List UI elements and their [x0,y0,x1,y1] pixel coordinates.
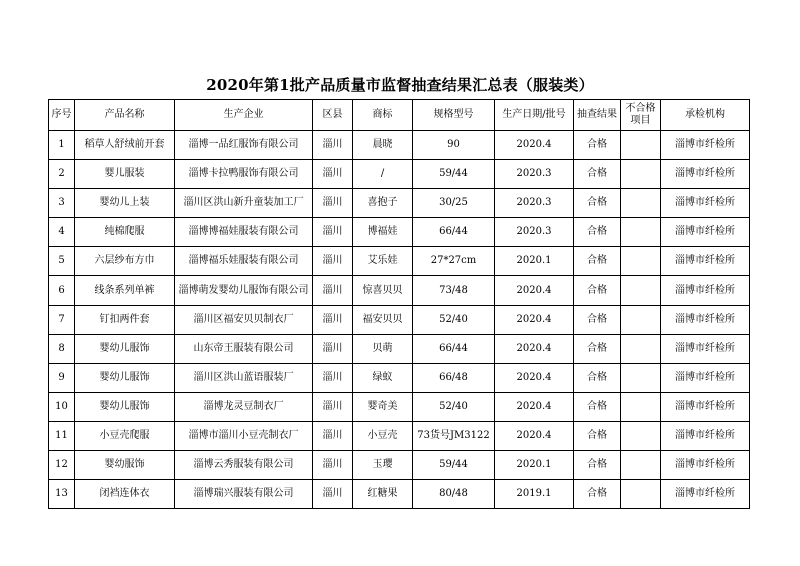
table-row [49,276,750,305]
cell-result: 合格 [574,421,621,450]
col-header-date: 生产日期/批号 [495,100,574,131]
cell-district: 淄川 [313,421,353,450]
cell-district: 淄川 [313,247,353,276]
cell-index: 13 [49,480,75,509]
cell-spec: 66/48 [413,363,495,392]
cell-date: 2020.4 [495,421,574,450]
cell-index: 3 [49,189,75,218]
col-header-spec: 规格型号 [413,100,495,131]
cell-failed-items [621,247,661,276]
cell-manufacturer: 淄博云秀服装有限公司 [175,451,313,480]
cell-brand: 喜抱子 [353,189,413,218]
cell-spec: 59/44 [413,160,495,189]
cell-district: 淄川 [313,392,353,421]
cell-manufacturer: 淄博福乐娃服装有限公司 [175,247,313,276]
cell-product: 婴幼儿服饰 [75,363,175,392]
cell-product: 六层纱布方巾 [75,247,175,276]
results-table [48,99,750,509]
cell-manufacturer: 淄川区洪山蓝语服装厂 [175,363,313,392]
cell-product: 稻草人舒绒前开套 [75,131,175,160]
cell-agency: 淄博市纤检所 [661,451,750,480]
cell-date: 2020.3 [495,218,574,247]
table-row [49,451,750,480]
cell-district: 淄川 [313,160,353,189]
table-row [49,189,750,218]
cell-result: 合格 [574,189,621,218]
cell-product: 婴幼服饰 [75,451,175,480]
cell-agency: 淄博市纤检所 [661,421,750,450]
cell-failed-items [621,480,661,509]
cell-product: 钉扣两件套 [75,305,175,334]
cell-result: 合格 [574,305,621,334]
cell-spec: 80/48 [413,480,495,509]
cell-result: 合格 [574,218,621,247]
cell-product: 纯棉爬服 [75,218,175,247]
col-header-agency: 承检机构 [661,100,750,131]
cell-agency: 淄博市纤检所 [661,363,750,392]
cell-index: 4 [49,218,75,247]
col-header-district: 区县 [313,100,353,131]
cell-district: 淄川 [313,131,353,160]
cell-agency: 淄博市纤检所 [661,480,750,509]
cell-manufacturer: 淄博博福娃服装有限公司 [175,218,313,247]
cell-spec: 90 [413,131,495,160]
cell-brand: 晨晓 [353,131,413,160]
cell-spec: 73/48 [413,276,495,305]
cell-index: 2 [49,160,75,189]
cell-district: 淄川 [313,334,353,363]
cell-agency: 淄博市纤检所 [661,305,750,334]
cell-result: 合格 [574,131,621,160]
cell-agency: 淄博市纤检所 [661,189,750,218]
cell-agency: 淄博市纤检所 [661,160,750,189]
cell-spec: 30/25 [413,189,495,218]
col-header-index: 序号 [49,100,75,131]
cell-index: 1 [49,131,75,160]
cell-agency: 淄博市纤检所 [661,247,750,276]
cell-agency: 淄博市纤检所 [661,131,750,160]
cell-district: 淄川 [313,189,353,218]
cell-brand: 红糖果 [353,480,413,509]
cell-brand: 婴奇美 [353,392,413,421]
cell-manufacturer: 淄川区福安贝贝制衣厂 [175,305,313,334]
table-row [49,160,750,189]
table-row [49,363,750,392]
cell-failed-items [621,421,661,450]
cell-result: 合格 [574,392,621,421]
cell-spec: 52/40 [413,392,495,421]
table-row [49,480,750,509]
cell-failed-items [621,189,661,218]
cell-brand: 玉璎 [353,451,413,480]
cell-index: 11 [49,421,75,450]
cell-district: 淄川 [313,363,353,392]
cell-failed-items [621,131,661,160]
cell-date: 2020.4 [495,363,574,392]
cell-product: 婴儿服装 [75,160,175,189]
cell-manufacturer: 淄博一品红服饰有限公司 [175,131,313,160]
table-row [49,305,750,334]
cell-product: 线条系列单裤 [75,276,175,305]
cell-manufacturer: 淄博瑞兴服装有限公司 [175,480,313,509]
cell-district: 淄川 [313,480,353,509]
cell-result: 合格 [574,480,621,509]
header-row [49,100,750,131]
table-row [49,392,750,421]
cell-date: 2020.4 [495,334,574,363]
cell-index: 7 [49,305,75,334]
cell-date: 2020.4 [495,131,574,160]
table-row [49,334,750,363]
cell-agency: 淄博市纤检所 [661,276,750,305]
cell-index: 12 [49,451,75,480]
cell-index: 5 [49,247,75,276]
cell-spec: 73货号JM3122 [413,421,495,450]
cell-manufacturer: 淄川区洪山新升童装加工厂 [175,189,313,218]
cell-brand: 小豆壳 [353,421,413,450]
col-header-brand: 商标 [353,100,413,131]
cell-date: 2020.3 [495,189,574,218]
cell-date: 2020.4 [495,276,574,305]
cell-result: 合格 [574,363,621,392]
table-row [49,247,750,276]
col-header-product: 产品名称 [75,100,175,131]
cell-failed-items [621,451,661,480]
table-row [49,421,750,450]
cell-index: 10 [49,392,75,421]
col-header-result: 抽查结果 [574,100,621,131]
cell-district: 淄川 [313,276,353,305]
cell-index: 6 [49,276,75,305]
table-row [49,131,750,160]
cell-manufacturer: 淄博卡拉鸭服饰有限公司 [175,160,313,189]
cell-date: 2020.4 [495,305,574,334]
cell-agency: 淄博市纤检所 [661,392,750,421]
cell-index: 8 [49,334,75,363]
col-header-manufacturer: 生产企业 [175,100,313,131]
cell-product: 婴幼儿服饰 [75,392,175,421]
cell-brand: 博福娃 [353,218,413,247]
cell-manufacturer: 淄博龙灵豆制衣厂 [175,392,313,421]
cell-spec: 59/44 [413,451,495,480]
cell-result: 合格 [574,276,621,305]
cell-failed-items [621,160,661,189]
cell-district: 淄川 [313,451,353,480]
cell-result: 合格 [574,451,621,480]
cell-failed-items [621,334,661,363]
cell-result: 合格 [574,334,621,363]
cell-product: 婴幼儿服饰 [75,334,175,363]
cell-date: 2020.3 [495,160,574,189]
cell-spec: 27*27cm [413,247,495,276]
cell-agency: 淄博市纤检所 [661,334,750,363]
cell-district: 淄川 [313,305,353,334]
cell-failed-items [621,363,661,392]
cell-index: 9 [49,363,75,392]
cell-manufacturer: 淄博市淄川小豆壳制衣厂 [175,421,313,450]
cell-spec: 66/44 [413,334,495,363]
cell-brand: / [353,160,413,189]
cell-manufacturer: 淄博萌发婴幼儿服饰有限公司 [175,276,313,305]
cell-date: 2020.1 [495,247,574,276]
cell-brand: 福安贝贝 [353,305,413,334]
cell-brand: 惊喜贝贝 [353,276,413,305]
cell-brand: 绿蚁 [353,363,413,392]
cell-failed-items [621,305,661,334]
cell-brand: 贝萌 [353,334,413,363]
page-title: 2020年第1批产品质量市监督抽查结果汇总表（服装类） [206,76,594,94]
cell-date: 2019.1 [495,480,574,509]
cell-date: 2020.4 [495,392,574,421]
cell-result: 合格 [574,160,621,189]
cell-date: 2020.1 [495,451,574,480]
cell-product: 婴幼儿上装 [75,189,175,218]
cell-product: 闭裆连体衣 [75,480,175,509]
cell-product: 小豆壳爬服 [75,421,175,450]
cell-spec: 52/40 [413,305,495,334]
cell-district: 淄川 [313,218,353,247]
table-row [49,218,750,247]
cell-failed-items [621,392,661,421]
cell-spec: 66/44 [413,218,495,247]
cell-manufacturer: 山东帝王服装有限公司 [175,334,313,363]
cell-agency: 淄博市纤检所 [661,218,750,247]
col-header-failed-items: 不合格项目 [621,100,661,131]
cell-failed-items [621,218,661,247]
cell-result: 合格 [574,247,621,276]
cell-failed-items [621,276,661,305]
cell-brand: 艾乐娃 [353,247,413,276]
